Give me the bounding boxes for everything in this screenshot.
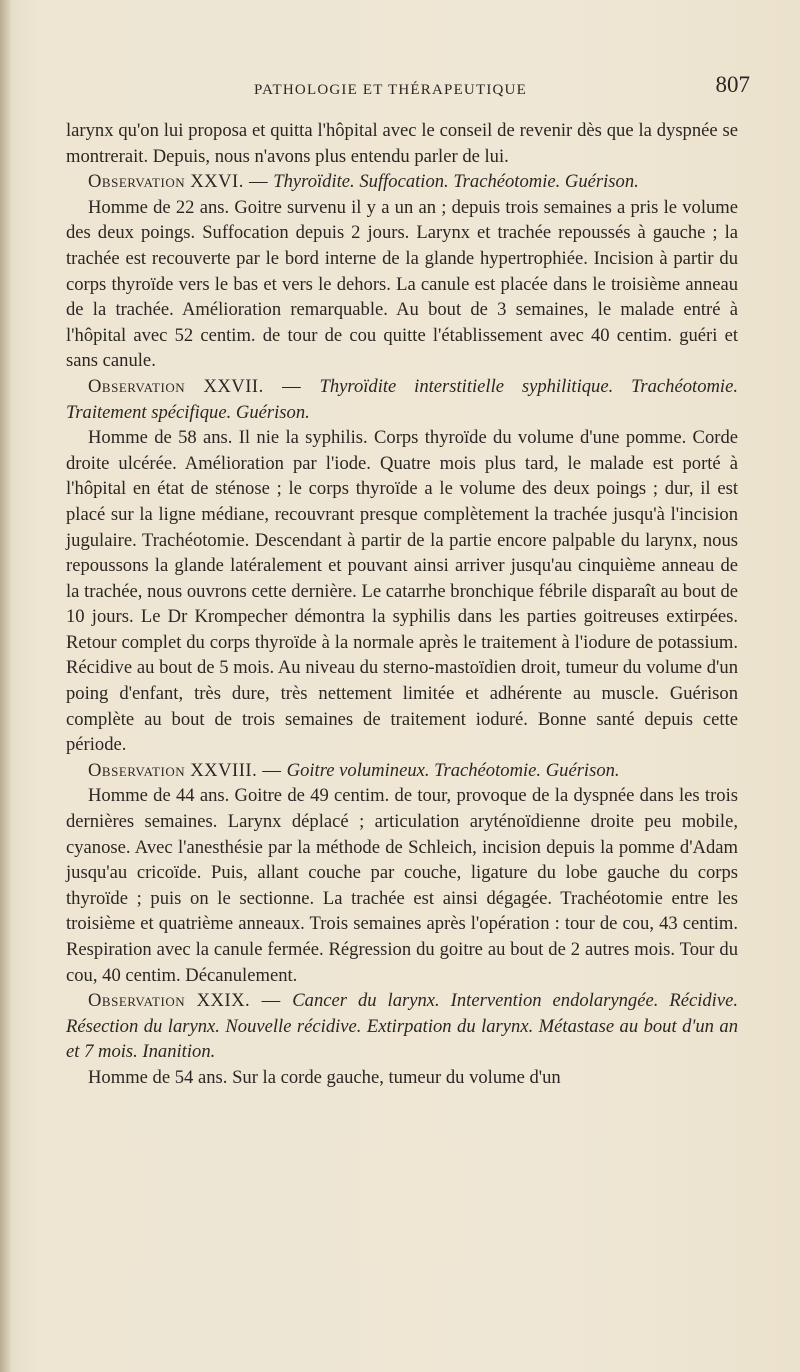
page-number: 807 — [715, 72, 750, 97]
observation-label: Observation XXVII. — — [88, 375, 320, 397]
observation-body-xxvii: Homme de 58 ans. Il nie la syphilis. Corps thyroïde du volume d'une pomme. Corde droite ulcérée. Amélioration par l'iode. Quatre mois plus tard, le malade est porté à l'hôpital en état de sténose ; le corps thyroïde a le volume des deux poings ; dur, il est placé sur la ligne médiane, recouvrant presque complètement la trachée jusqu'à l'incision jugulaire. Trachéotomie. Descendant à partir de la partie encore palpable du larynx, nous repoussons la glande latéralement et pouvant ainsi arriver jusqu'au cinquième anneau de la trachée, nous ouvrons cette dernière. Le catarrhe bronchique fébrile disparaît au bout de 10 jours. Le Dr Krompecher démontra la syphilis dans les parties goitreuses extirpées. Retour complet du corps thyroïde à la normale après le traitement à l'iodure de potassium. Récidive au bout de 5 mois. Au niveau du sterno-mastoïdien droit, tumeur du volume d'un poing d'enfant, très dure, très nettement limitée et adhérente au muscle. Guérison complète au bout de trois semaines de traitement ioduré. Bonne santé depuis cette période. — [66, 427, 738, 756]
page-body — [66, 118, 738, 1091]
observation-title: Cancer du larynx. Intervention endolaryngée. Récidive. Résection du larynx. Nouvelle récidive. Extirpation du larynx. Métastase au bout d'un an et 7 mois. Inanition. — [66, 990, 738, 1063]
observation-title: Thyroïdite interstitielle syphilitique. Trachéotomie. Traitement spécifique. Guérison. — [66, 375, 738, 423]
observation-heading-xxix — [66, 988, 738, 1065]
observation-heading-xxviii — [66, 758, 738, 784]
observation-title: Thyroïdite. Suffocation. Trachéotomie. Guérison. — [273, 171, 639, 193]
binding-gutter — [0, 0, 10, 1372]
observation-title: Goitre volumineux. Trachéotomie. Guérison. — [286, 759, 620, 781]
observation-body-xxviii: Homme de 44 ans. Goitre de 49 centim. de tour, provoque de la dyspnée dans les trois dernières semaines. Larynx déplacé ; articulation aryténoïdienne droite peu mobile, cyanose. Avec l'anesthésie par la méthode de Schleich, incision depuis la pomme d'Adam jusqu'au cricoïde. Puis, allant couche par couche, ligature du lobe gauche du corps thyroïde ; puis on le sectionne. La trachée est ainsi dégagée. Trachéotomie entre les troisième et quatrième anneaux. Trois semaines après l'opération : tour de cou, 43 centim. Respiration avec la canule fermée. Régression du goitre au bout de 2 autres mois. Tour du cou, 40 centim. Décanulement. — [66, 785, 738, 986]
observation-heading-xxvi — [66, 169, 738, 195]
observation-heading-xxvii — [66, 374, 738, 425]
observation-body-xxix: Homme de 54 ans. Sur la corde gauche, tumeur du volume d'un — [88, 1066, 561, 1088]
observation-label: Observation XXVIII. — — [88, 759, 287, 781]
observation-label: Observation XXIX. — — [88, 990, 293, 1012]
observation-body-xxvi: Homme de 22 ans. Goitre survenu il y a un an ; depuis trois semaines a pris le volume des deux poings. Suffocation depuis 2 jours. Larynx et trachée repoussés à gauche ; la trachée est recouverte par le bord interne de la glande hypertrophiée. Incision à partir du corps thyroïde vers le bas et vers le dehors. La canule est placée dans le troisième anneau de la trachée. Amélioration remarquable. Au bout de 3 semaines, le malade entré à l'hôpital avec 52 centim. de tour de cou quitte l'établissement avec 40 centim. guéri et sans canule. — [66, 196, 738, 372]
page-header — [60, 72, 750, 112]
observation-label: Observation XXVI. — — [88, 171, 274, 193]
paragraph-continuation: larynx qu'on lui proposa et quitta l'hôpital avec le conseil de revenir dès que la dyspnée se montrerait. Depuis, nous n'avons plus entendu parler de lui. — [66, 120, 738, 167]
running-title: PATHOLOGIE ET THÉRAPEUTIQUE — [254, 82, 527, 98]
